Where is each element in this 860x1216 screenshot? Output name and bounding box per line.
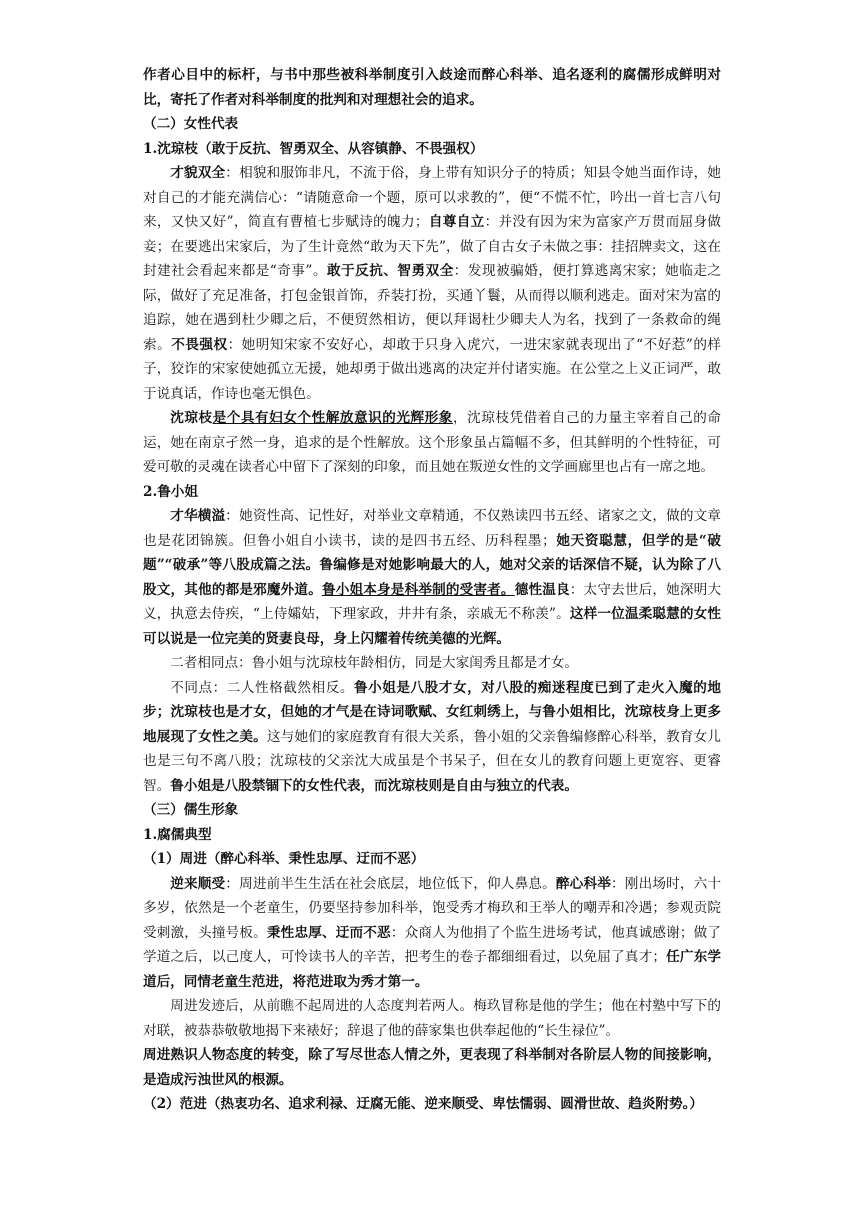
bold-text-run: 沈琼枝 bbox=[170, 410, 213, 426]
bold-text-run: 自尊自立 bbox=[428, 214, 485, 230]
text-run: ：并没有因为宋为富家产万贯而屈身做妾；在要逃出宋家后，为了生计竟然“敢为天下先”，做了自古女子未做之事：挂招牌卖文，这在封建社会看起来都是“奇事”。 bbox=[143, 214, 722, 279]
bold-text-run: 德性温良 bbox=[514, 581, 570, 598]
section-heading: （二）女性代表 bbox=[143, 116, 239, 132]
bold-text-run: 任广东学道后，同情老童生范进，将范进取为秀才第一。 bbox=[143, 949, 722, 990]
text-run: 二者相同点：鲁小姐与沈琼枝年龄相仿，同是大家闺秀且都是才女。 bbox=[170, 655, 578, 671]
bold-text-run: 敢于反抗、智勇双全 bbox=[326, 263, 454, 279]
text-run: ：她明知宋家不安好心，却敢于只身入虎穴，一进宋家就表现出了“不好惹”的样子，狡诈的宋家使她孤立无援，她却勇于做出逃离的决定并付诸实施。在公堂之上义正词严，敢于说真话，作诗也毫无惧色。 bbox=[143, 336, 722, 402]
bold-text-run: 醉心科举 bbox=[555, 875, 612, 892]
body-paragraph bbox=[143, 504, 721, 651]
text-run: ：相貌和服饰非凡，不流于俗，身上带有知识分子的特质；知县令她当面作诗，她对自己的才能充满信心：“请随意命一个题，原可以求教的”，便“不慌不忙，吟出一首七言八句来，又快又好”，简直有曹植七步赋诗的魄力； bbox=[143, 165, 722, 230]
text-run: ，沈琼枝凭借着自己的力量主宰着自己的命运，她在南京孑然一身，追求的是个性解放。这个形象虽占篇幅不多，但其鲜明的个性特征，可爱可敬的灵魂在读者心中留下了深刻的印象，而且她在叛逆女性的文学画廊里也占有一席之地。 bbox=[143, 410, 722, 475]
bold-text-run: 这样一位温柔聪慧的女性可以说是一位完美的贤妻良母，身上闪耀着传统美德的光辉。 bbox=[143, 606, 721, 647]
bold-text-run: 她天资聪慧，但学的是“破题”“破承”等八股成篇之法。鲁编修是对她影响最大的人，她对父亲的话深信不疑，认为除了八股文，其他的都是邪魔外道。 bbox=[143, 532, 721, 598]
text-run: ：发现被骗婚，便打算逃离宋家；她临走之际，做好了充足准备，打包金银首饰，乔装打扮，买通丫鬟，从而得以顺利逃走。面对宋为富的追踪，她在遇到杜少卿之后，不便贸然相访，便以拜谒杜少卿夫人为名，找到了一条救命的绳索。 bbox=[143, 263, 722, 353]
body-paragraph bbox=[143, 161, 721, 406]
bold-text-run: 周进熟识人物态度的转变，除了写尽世态人情之外，更表现了科举制对各阶层人物的间接影响，是造成污浊世风的根源。 bbox=[143, 1047, 721, 1088]
section-heading: 1.沈琼枝（敢于反抗、智勇双全、从容镇静、不畏强权） bbox=[143, 140, 484, 157]
bold-text-run: 鲁小姐是八股禁锢下的女性代表，而沈琼枝则是自由与独立的代表。 bbox=[170, 777, 578, 794]
bold-text-run: 鲁小姐本身是科举制的受害者。 bbox=[321, 581, 515, 598]
text-run: ：周进前半生生活在社会底层，地位低下，仰人鼻息。 bbox=[225, 875, 556, 892]
bold-text-run: 鲁小姐是八股才女，对八股的痴迷程度已到了走火入魔的地步；沈琼枝也是才女，但她的才气是在诗词歌赋、女红刺绣上，与鲁小姐相比，沈琼枝身上更多地展现了女性之美。 bbox=[143, 679, 722, 745]
section-heading: 1.腐儒典型 bbox=[143, 826, 212, 843]
bold-text-run: 秉性忠厚、迂而不恶 bbox=[266, 924, 391, 941]
body-paragraph bbox=[143, 994, 721, 1092]
body-paragraph bbox=[143, 406, 721, 480]
bold-text-run: 逆来顺受 bbox=[170, 875, 226, 892]
bold-text-run: 不畏强权 bbox=[171, 336, 228, 353]
section-heading: （2）范进（热衷功名、追求利禄、迂腐无能、逆来顺受、卑怯懦弱、圆滑世故、趋炎附势。） bbox=[143, 1096, 703, 1112]
text-run: ：刚出场时，六十多岁，依然是一个老童生，仍要坚持参加科举，饱受秀才梅玖和王举人的嘲弄和冷遇；参观贡院受刺激，头撞号板。 bbox=[143, 875, 722, 941]
text-run: ：她资性高、记性好，对举业文章精通，不仅熟读四书五经、诸家之文，做的文章也是花团锦簇。但鲁小姐自小读书，读的是四书五经、历科程墨； bbox=[143, 508, 722, 549]
body-paragraph bbox=[143, 676, 721, 799]
text-run: ：太守去世后，她深明大义，执意去侍疾，“上侍孀姑，下理家政，井井有条，亲戚无不称羡”。 bbox=[143, 581, 722, 622]
body-paragraph bbox=[143, 651, 721, 676]
text-run: 周进发迹后，从前瞧不起周进的人态度判若两人。梅玖冒称是他的学生；他在村塾中写下的对联，被恭恭敬敬地揭下来裱好；辞退了他的薛家集也供奉起他的“长生禄位”。 bbox=[143, 998, 721, 1039]
body-paragraph bbox=[143, 872, 721, 995]
section-heading: （三）儒生形象 bbox=[143, 802, 239, 818]
section-heading: 2.鲁小姐 bbox=[143, 483, 198, 500]
text-run: 这与她们的家庭教育有很大关系，鲁小姐的父亲鲁编修醉心科举，教育女儿也是三句不离八股；沈琼枝的父亲沈大成虽是个书呆子，但在女儿的教育问题上更宽容、更睿智。 bbox=[143, 728, 722, 794]
bold-text-run: 作者心目中的标杆，与书中那些被科举制度引入歧途而醉心科举、追名逐利的腐儒形成鲜明对比，寄托了作者对科举制度的批判和对理想社会的追求。 bbox=[143, 67, 721, 108]
section-heading: （1）周进（醉心科举、秉性忠厚、迂而不恶） bbox=[143, 851, 425, 867]
body-paragraph bbox=[143, 63, 721, 112]
text-run: ：众商人为他捐了个监生进场考试，他真诚感谢；做了学道之后，以己度人，可怜读书人的辛苦，把考生的卷子都细细看过，以免屈了真才； bbox=[143, 924, 722, 965]
bold-text-run: 才华横溢 bbox=[170, 508, 226, 524]
text-run: 不同点：二人性格截然相反。 bbox=[170, 679, 354, 696]
bold-text-run: 是个具有妇女个性解放意识的光辉形象 bbox=[212, 410, 453, 426]
bold-text-run: 才貌双全 bbox=[170, 165, 226, 181]
